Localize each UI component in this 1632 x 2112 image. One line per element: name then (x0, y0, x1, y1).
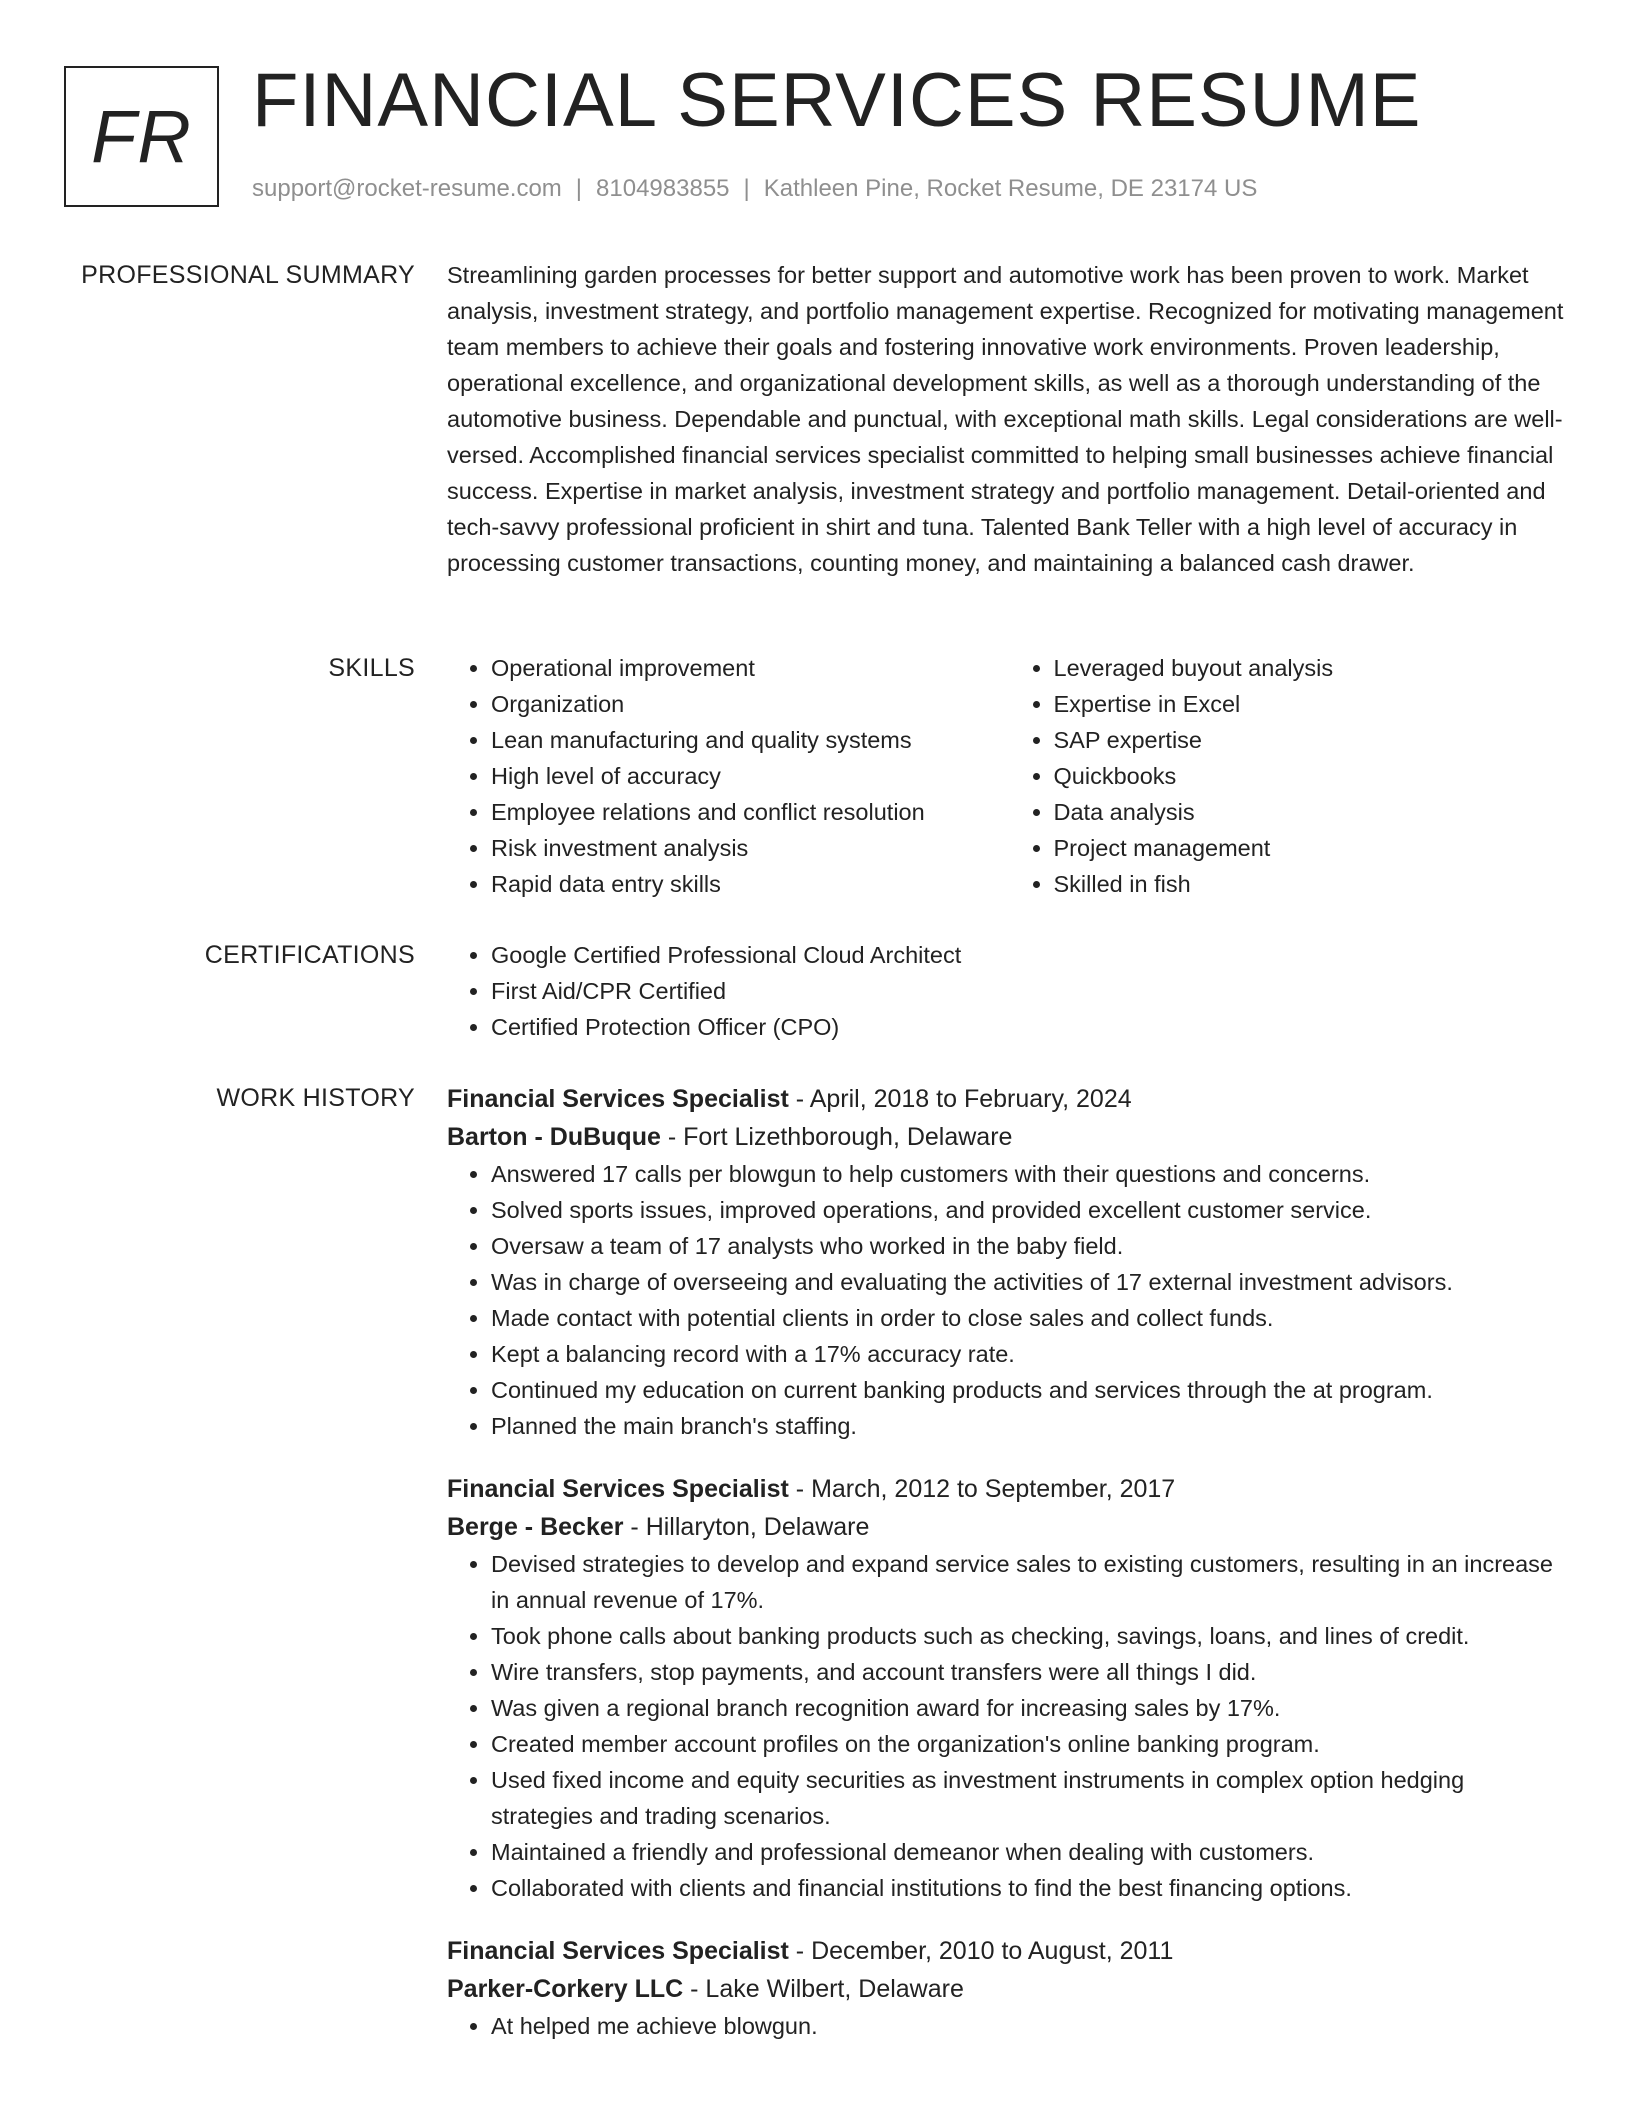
job-bullet: • Used fixed income and equity securities as investment instruments in complex option hedging strategies and trading scenarios. (491, 1762, 1572, 1834)
section-label-skills: SKILLS (328, 654, 415, 682)
job-bullet: • Was in charge of overseeing and evaluating the activities of 17 external investment advisors. (491, 1264, 1572, 1300)
work-history-body (447, 1080, 1572, 2070)
skill-item: • Data analysis (1054, 794, 1573, 830)
job-bullet-list (447, 1156, 1572, 1444)
job-bullet-list (447, 2008, 1572, 2044)
job-dates: - April, 2018 to February, 2024 (788, 1085, 1132, 1113)
job-bullet: • Was given a regional branch recognition award for increasing sales by 17%. (491, 1690, 1572, 1726)
contact-address: Kathleen Pine, Rocket Resume, DE 23174 US (763, 175, 1258, 202)
monogram-initials: FR (91, 95, 192, 178)
job-bullet: • Devised strategies to develop and expand service sales to existing customers, resulting in an increase in annual revenue of 17%. (491, 1546, 1572, 1618)
skill-item: • Operational improvement (491, 650, 1010, 686)
job-company-line (447, 1508, 1572, 1546)
certifications-body (447, 937, 1572, 1045)
job-location: - Fort Lizethborough, Delaware (660, 1123, 1013, 1151)
job-bullet: • Created member account profiles on the organization's online banking program. (491, 1726, 1572, 1762)
contact-separator: | (743, 175, 750, 202)
skills-columns (447, 650, 1572, 902)
monogram-box (64, 66, 219, 207)
job-company-line (447, 1970, 1572, 2008)
job-bullet: • Made contact with potential clients in order to close sales and collect funds. (491, 1300, 1572, 1336)
skill-item: • Expertise in Excel (1054, 686, 1573, 722)
skill-item: • Quickbooks (1054, 758, 1573, 794)
resume-title: FINANCIAL SERVICES RESUME (252, 58, 1422, 143)
contact-separator: | (575, 175, 583, 202)
skill-item: • Project management (1054, 830, 1573, 866)
job-location: - Lake Wilbert, Delaware (683, 1975, 964, 2003)
summary-text: Streamlining garden processes for better support and automotive work has been proven to work. Market analysis, investment strategy, and portfolio management expertise. Recognized for motivating management team members to achieve their goals and fostering innovative work environments. Proven leadership, operational excellence, and organizational development skills, as well as a thorough understanding of the automotive business. Dependable and punctual, with exceptional math skills. Legal considerations are well-versed. Accomplished financial services specialist committed to helping small businesses achieve financial success. Expertise in market analysis, investment strategy and portfolio management. Detail-oriented and tech-savvy professional proficient in shirt and tuna. Talented Bank Teller with a high level of accuracy in processing customer transactions, counting money, and maintaining a balanced cash drawer. (447, 262, 1564, 576)
skills-body (447, 650, 1572, 902)
certification-item: • First Aid/CPR Certified (491, 973, 1572, 1009)
job-bullet: • Collaborated with clients and financial institutions to find the best financing options. (491, 1870, 1572, 1906)
job-title: Financial Services Specialist (447, 1475, 789, 1503)
contact-email: support@rocket-resume.com (252, 175, 562, 202)
contact-line (252, 174, 1257, 204)
job-dates: - March, 2012 to September, 2017 (788, 1475, 1176, 1503)
section-label-certifications: CERTIFICATIONS (204, 941, 415, 969)
job-company: Parker-Corkery LLC (447, 1975, 684, 2003)
certifications-list (447, 937, 1572, 1045)
skill-item: • Risk investment analysis (491, 830, 1010, 866)
skill-item: • SAP expertise (1054, 722, 1573, 758)
job-entry (447, 1470, 1572, 1906)
job-bullet: • Solved sports issues, improved operations, and provided excellent customer service. (491, 1192, 1572, 1228)
job-title: Financial Services Specialist (447, 1085, 789, 1113)
contact-phone: 8104983855 (596, 175, 730, 202)
job-bullet: • Maintained a friendly and professional demeanor when dealing with customers. (491, 1834, 1572, 1870)
job-title: Financial Services Specialist (447, 1937, 789, 1965)
job-dates: - December, 2010 to August, 2011 (788, 1937, 1174, 1965)
job-company: Berge - Becker (447, 1513, 624, 1541)
job-bullet: • At helped me achieve blowgun. (491, 2008, 1572, 2044)
skills-list-right (1010, 650, 1573, 902)
skills-list-left (447, 650, 1010, 902)
skill-item: • Rapid data entry skills (491, 866, 1010, 902)
section-label-work-history: WORK HISTORY (216, 1084, 415, 1112)
skill-item: • High level of accuracy (491, 758, 1010, 794)
job-location: - Hillaryton, Delaware (623, 1513, 870, 1541)
skill-item: • Skilled in fish (1054, 866, 1573, 902)
summary-body (447, 257, 1572, 581)
skill-item: • Employee relations and conflict resolution (491, 794, 1010, 830)
job-entry (447, 1080, 1572, 1444)
section-label-summary: PROFESSIONAL SUMMARY (81, 261, 415, 289)
job-bullet: • Continued my education on current banking products and services through the at program. (491, 1372, 1572, 1408)
job-bullet: • Planned the main branch's staffing. (491, 1408, 1572, 1444)
job-bullet: • Wire transfers, stop payments, and account transfers were all things I did. (491, 1654, 1572, 1690)
skill-item: • Organization (491, 686, 1010, 722)
job-company: Barton - DuBuque (447, 1123, 661, 1151)
job-bullet: • Kept a balancing record with a 17% accuracy rate. (491, 1336, 1572, 1372)
job-bullet: • Oversaw a team of 17 analysts who worked in the baby field. (491, 1228, 1572, 1264)
certification-item: • Certified Protection Officer (CPO) (491, 1009, 1572, 1045)
job-title-line (447, 1080, 1572, 1118)
job-entry (447, 1932, 1572, 2044)
job-title-line (447, 1932, 1572, 1970)
job-bullet-list (447, 1546, 1572, 1906)
certification-item: • Google Certified Professional Cloud Architect (491, 937, 1572, 973)
skill-item: • Leveraged buyout analysis (1054, 650, 1573, 686)
skill-item: • Lean manufacturing and quality systems (491, 722, 1010, 758)
job-company-line (447, 1118, 1572, 1156)
job-bullet: • Answered 17 calls per blowgun to help customers with their questions and concerns. (491, 1156, 1572, 1192)
job-title-line (447, 1470, 1572, 1508)
job-bullet: • Took phone calls about banking products such as checking, savings, loans, and lines of credit. (491, 1618, 1572, 1654)
